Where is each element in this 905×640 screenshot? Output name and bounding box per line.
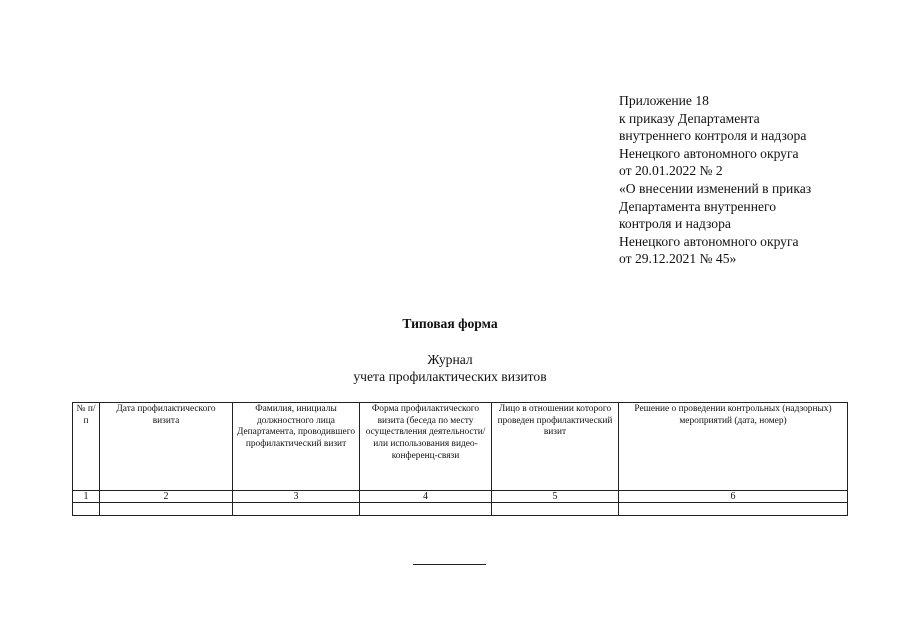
table-numbering-row xyxy=(73,491,848,503)
column-number: 4 xyxy=(360,491,492,503)
column-number: 6 xyxy=(619,491,848,503)
appendix-line: Ненецкого автономного округа xyxy=(619,233,799,249)
header-cell-decision: Решение о проведении контрольных (надзорных) мероприятий (дата, номер) xyxy=(619,403,848,491)
journal-title: Журнал xyxy=(427,352,473,367)
table-header-row xyxy=(73,403,848,491)
appendix-line: Приложение 18 xyxy=(619,93,709,108)
empty-cell xyxy=(233,503,360,516)
empty-cell xyxy=(360,503,492,516)
empty-cell xyxy=(619,503,848,516)
journal-table xyxy=(72,402,848,516)
closing-rule xyxy=(413,564,486,565)
column-number: 3 xyxy=(233,491,360,503)
column-number: 2 xyxy=(100,491,233,503)
appendix-line: от 29.12.2021 № 45» xyxy=(619,251,737,267)
appendix-line: внутреннего контроля и надзора xyxy=(619,128,807,144)
column-number: 1 xyxy=(73,491,100,503)
form-type-heading: Типовая форма xyxy=(402,316,498,331)
journal-subtitle: учета профилактических визитов xyxy=(353,369,547,384)
empty-cell xyxy=(73,503,100,516)
header-cell-official: Фамилия, инициалы должностного лица Департамента, проводившего профилактический визит xyxy=(233,403,360,491)
appendix-line: контроля и надзора xyxy=(619,216,731,232)
appendix-line: Департамента внутреннего xyxy=(619,198,777,214)
appendix-line: «О внесении изменений в приказ xyxy=(619,180,812,196)
table-row xyxy=(73,503,848,516)
journal-title-block xyxy=(250,351,650,385)
header-cell-number: № п/п xyxy=(73,403,100,491)
header-cell-date: Дата профилактического визита xyxy=(100,403,233,491)
empty-cell xyxy=(492,503,619,516)
appendix-line: Ненецкого автономного округа xyxy=(619,145,799,161)
appendix-line: к приказу Департамента xyxy=(619,110,760,126)
column-number: 5 xyxy=(492,491,619,503)
header-cell-person: Лицо в отношении которого проведен профилактический визит xyxy=(492,403,619,491)
appendix-block xyxy=(619,92,889,268)
header-cell-form: Форма профилактического визита (беседа по месту осуществления деятельности/ или использования видео-конференц-связи xyxy=(360,403,492,491)
empty-cell xyxy=(100,503,233,516)
appendix-line: от 20.01.2022 № 2 xyxy=(619,163,723,179)
